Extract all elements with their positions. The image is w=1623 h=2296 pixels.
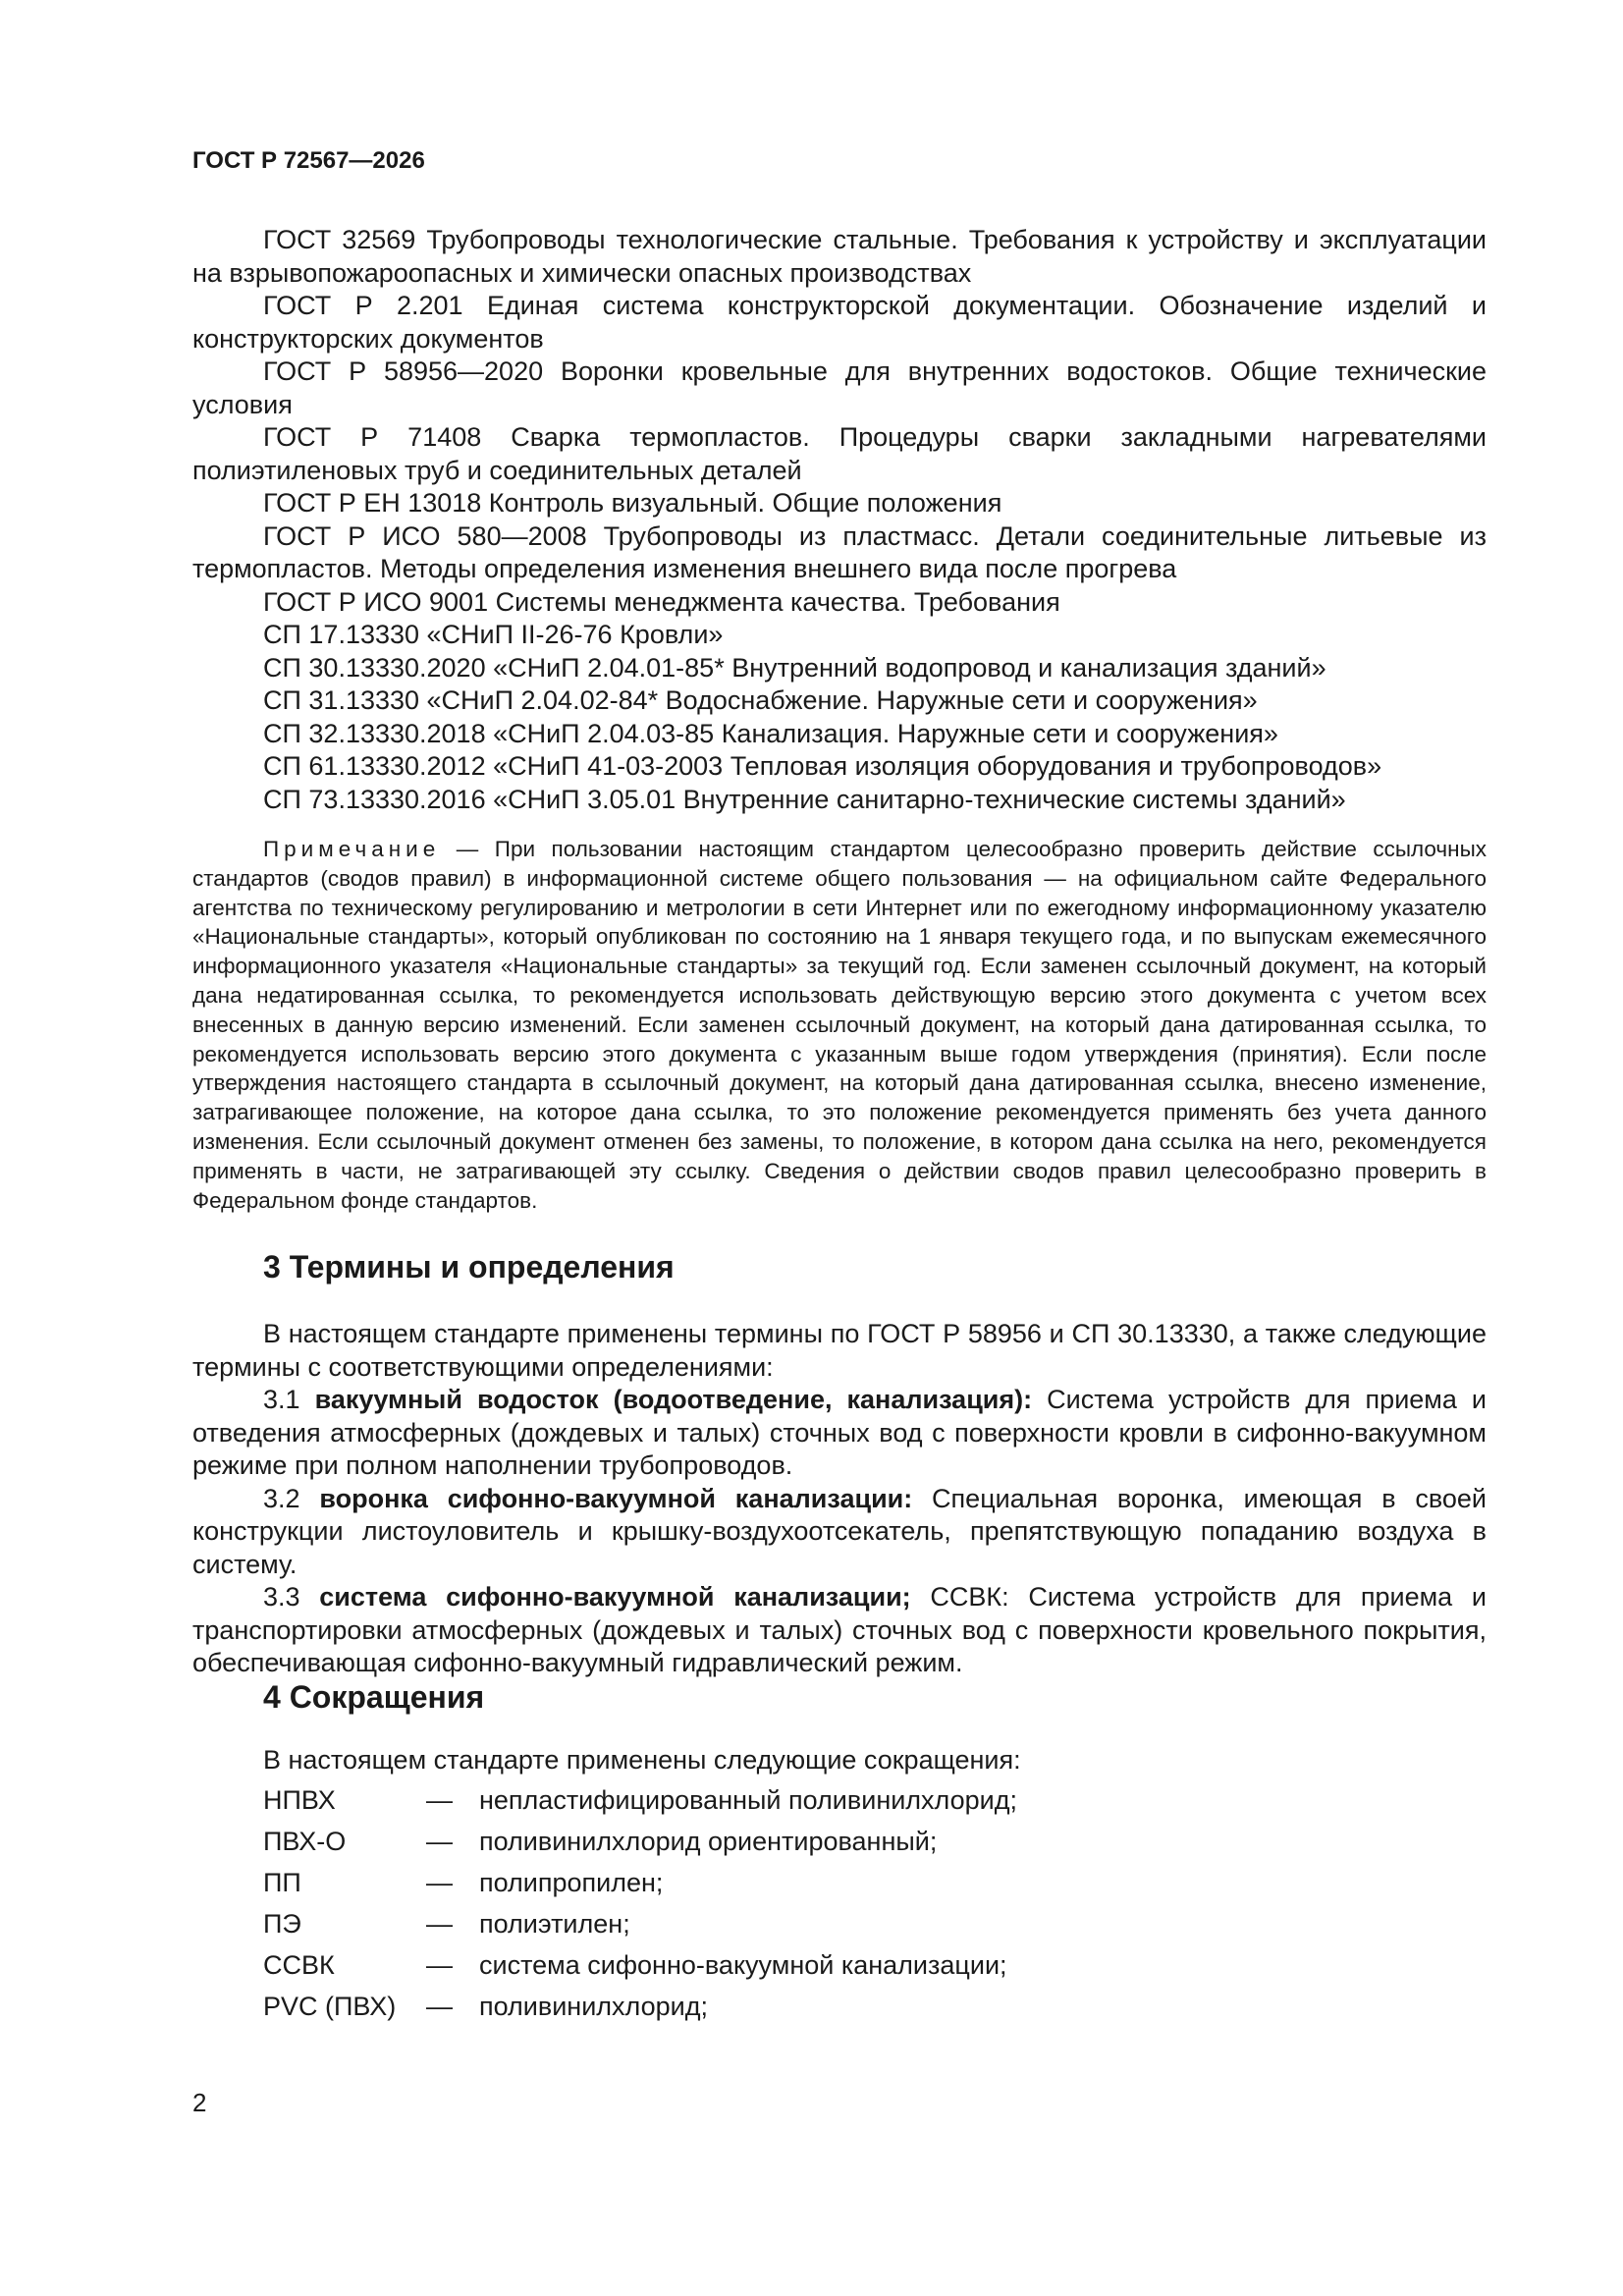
- abbreviation-definition: поливинилхлорид;: [479, 1992, 708, 2021]
- reference-item: СП 61.13330.2012 «СНиП 41-03-2003 Тепловая изоляция оборудования и трубопроводов»: [263, 751, 1382, 781]
- abbreviation-code: ПВХ-О: [263, 1827, 347, 1856]
- abbreviation-code: ПП: [263, 1868, 301, 1897]
- abbreviation-code: PVC (ПВХ): [263, 1992, 397, 2021]
- reference-item: ГОСТ Р 58956—2020 Воронки кровельные для внутренних водостоков. Общие технические условия: [192, 356, 1487, 419]
- term-name: воронка сифонно-вакуумной канализации:: [319, 1483, 913, 1513]
- abbreviation-dash: —: [426, 1950, 453, 1980]
- abbreviation-dash: —: [426, 1909, 453, 1939]
- abbreviation-dash: —: [426, 1827, 453, 1856]
- abbreviation-definition: полипропилен;: [479, 1868, 664, 1897]
- reference-item: ГОСТ 32569 Трубопроводы технологические стальные. Требования к устройству и эксплуатации на взрывопожароопасных и химически опасных производствах: [192, 225, 1487, 288]
- section-4-title: 4 Сокращения: [263, 1679, 485, 1715]
- abbreviation-dash: —: [426, 1785, 453, 1815]
- note-text: — При пользовании настоящим стандартом целесообразно проверить действие ссылочных стандартов (сводов правил) в информационной системе общего пользования — на официальном сайте Федерального агентства по техническому регулированию и метрологии в сети Интернет или по ежегодному информационному указателю «Национальные стандарты», который опубликован по состоянию на 1 января текущего года, и по выпускам ежемесячного информационного указателя «Национальные стандарты» за текущий год. Если заменен ссылочный документ, на который дана недатированная ссылка, то рекомендуется использовать действующую версию этого документа с учетом всех внесенных в данную версию изменений. Если заменен ссылочный документ, на который дана датированная ссылка, то рекомендуется использовать версию этого документа с указанным выше годом утверждения (принятия). Если после утверждения настоящего стандарта в ссылочный документ, на который дана датированная ссылка, внесено изменение, затрагивающее положение, на которое дана ссылка, то это положение рекомендуется применять без учета данного изменения. Если ссылочный документ отменен без замены, то положение, в котором дана ссылка на него, рекомендуется применять в части, не затрагивающей эту ссылку. Сведения о действии сводов правил целесообразно проверить в Федеральном фонде стандартов.: [192, 837, 1487, 1213]
- term-name: система сифонно-вакуумной канализации;: [319, 1582, 911, 1612]
- normative-references: [192, 224, 1487, 816]
- reference-item: ГОСТ Р ИСО 9001 Системы менеджмента качества. Требования: [263, 586, 1060, 617]
- reference-item: ГОСТ Р ЕН 13018 Контроль визуальный. Общие положения: [263, 488, 1002, 518]
- note-block: [192, 835, 1487, 1215]
- abbreviation-dash: —: [426, 1868, 453, 1897]
- term-definition: 3.1 вакуумный водосток (водоотведение, канализация): Система устройств для приема и отведения атмосферных (дождевых и талых) сточных вод с поверхности кровли в сифонно-вакуумном режиме при полном наполнении трубопроводов.: [192, 1385, 1487, 1480]
- note-paragraph: [192, 835, 1487, 1215]
- reference-item: СП 73.13330.2016 «СНиП 3.05.01 Внутренние санитарно-технические системы зданий»: [263, 784, 1346, 814]
- document-header: ГОСТ Р 72567—2026: [192, 147, 425, 174]
- abbreviation-definition: непластифицированный поливинилхлорид;: [479, 1785, 1017, 1815]
- section-3-body: [192, 1318, 1487, 1680]
- reference-item: СП 32.13330.2018 «СНиП 2.04.03-85 Канализация. Наружные сети и сооружения»: [263, 718, 1278, 748]
- abbreviation-code: ПЭ: [263, 1909, 301, 1939]
- reference-item: СП 31.13330 «СНиП 2.04.02-84* Водоснабжение. Наружные сети и сооружения»: [263, 685, 1258, 715]
- term-name: вакуумный водосток (водоотведение, канализация):: [314, 1385, 1033, 1414]
- abbreviation-dash: —: [426, 1992, 453, 2021]
- reference-item: ГОСТ Р 71408 Сварка термопластов. Процедуры сварки закладными нагревателями полиэтиленовых труб и соединительных деталей: [192, 422, 1487, 485]
- abbreviation-definition: поливинилхлорид ориентированный;: [479, 1827, 938, 1856]
- abbreviation-code: ССВК: [263, 1950, 335, 1980]
- abbreviation-definition: система сифонно-вакуумной канализации;: [479, 1950, 1007, 1980]
- reference-item: СП 17.13330 «СНиП II-26-76 Кровли»: [263, 620, 724, 649]
- reference-item: ГОСТ Р 2.201 Единая система конструкторской документации. Обозначение изделий и конструкторских документов: [192, 291, 1487, 354]
- reference-item: ГОСТ Р ИСО 580—2008 Трубопроводы из пластмасс. Детали соединительные литьевые из термопластов. Методы определения изменения внешнего вида после прогрева: [192, 520, 1487, 583]
- term-definition: 3.2 воронка сифонно-вакуумной канализации: Специальная воронка, имеющая в своей конструкции листоуловитель и крышку-воздухоотсекатель, препятствующую попаданию воздуха в систему.: [192, 1483, 1487, 1579]
- section-4-intro-block: [192, 1744, 1487, 1777]
- section-3-title: 3 Термины и определения: [263, 1249, 675, 1285]
- note-label: Примечание: [263, 837, 441, 861]
- reference-item: СП 30.13330.2020 «СНиП 2.04.01-85* Внутренний водопровод и канализация зданий»: [263, 652, 1326, 683]
- abbreviation-code: НПВХ: [263, 1785, 336, 1815]
- term-definition: 3.3 система сифонно-вакуумной канализации; ССВК: Система устройств для приема и транспортировки атмосферных (дождевых и талых) сточных вод с поверхности кровельного покрытия, обеспечивающая сифонно-вакуумный гидравлический режим.: [192, 1582, 1487, 1677]
- page-number: 2: [192, 2088, 207, 2117]
- section-3-intro: В настоящем стандарте применены термины по ГОСТ Р 58956 и СП 30.13330, а также следующие термины с соответствующими определениями:: [192, 1319, 1487, 1382]
- abbreviation-definition: полиэтилен;: [479, 1909, 630, 1939]
- section-4-intro: В настоящем стандарте применены следующие сокращения:: [263, 1745, 1021, 1775]
